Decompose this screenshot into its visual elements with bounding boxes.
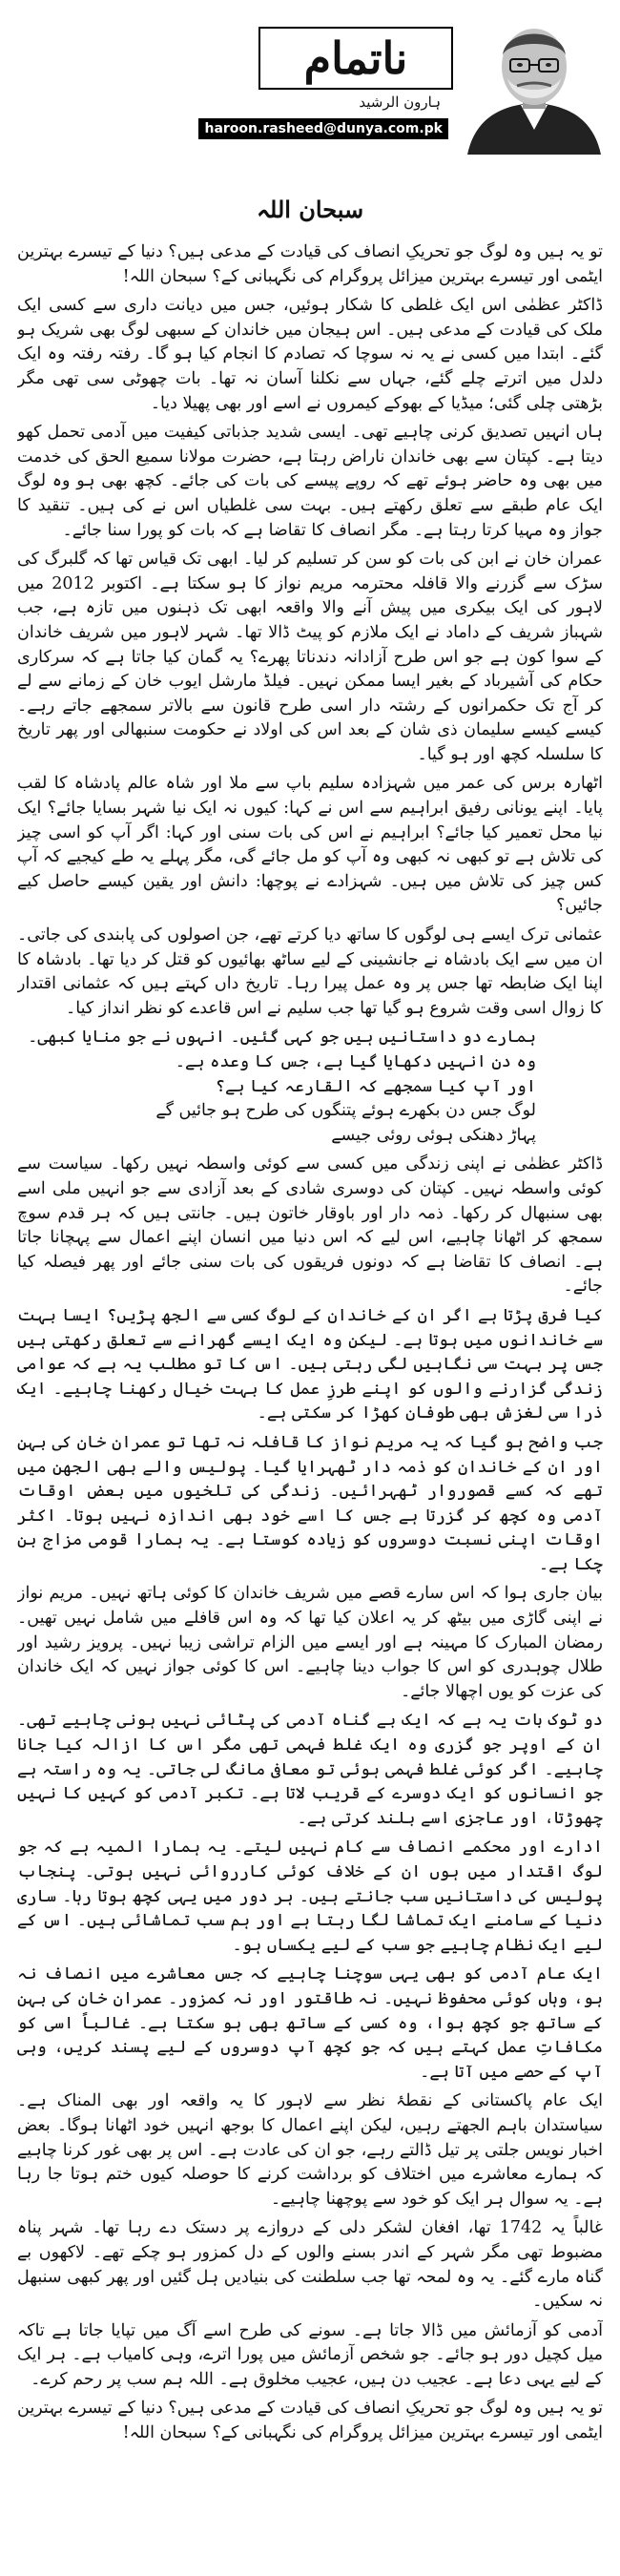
verse-line: لوگ جس دن بکھرے ہوئے پتنگوں کی طرح ہو جائیں گے [155, 1101, 536, 1121]
paragraph: عثمانی ترک ایسے ہی لوگوں کا ساتھ دیا کرتے تھے، جن اصولوں کی پابندی کی جاتی۔ ان میں سے ایک بادشاہ نے جانشینی کے لیے ساٹھ بھائیوں کو قتل کر دیا تھا۔ بادشاہ کا اپنا ایک ضابطہ تھا جس پر وہ عمل پیرا رہا۔ تاریخ داں کہتے ہیں کہ عثمانی اقتدار کا زوال اسی وقت شروع ہو گیا تھا جب سلیم نے اس قاعدے کو نظر انداز کیا۔ [17, 925, 603, 1018]
paragraph: ڈاکٹر عظمٰی نے اپنی زندگی میں کسی سے کوئی واسطہ نہیں رکھا۔ سیاست سے کوئی واسطہ نہیں۔ کپتان کی دوسری شادی کے بعد آزادی سے جو انہیں ملی اسے بھی سنبھال کر رکھا۔ ذمہ دار اور باوقار خاتون ہیں۔ جانتی ہیں کہ ہر قدم سوچ سمجھ کر اٹھانا چاہیے، اس لیے کہ اس دنیا میں انسان اپنے اعمال سے پہچانا جاتا ہے۔ انصاف کا تقاضا ہے کہ دونوں فریقوں کی بات سنی جائے اور پھر فیصلہ کیا جائے۔ [17, 1154, 603, 1297]
paragraph: ادارے اور محکمے انصاف سے کام نہیں لیتے۔ یہ ہمارا المیہ ہے کہ جو لوگ اقتدار میں ہوں ان کے خلاف کوئی کارروائی نہیں ہوتی۔ پنجاب پولیس کی داستانیں سب جانتے ہیں۔ ہر دور میں یہی کچھ ہوتا رہا۔ ساری دنیا کے سامنے ایک تماشا لگا رہتا ہے اور ہم سب تماشائی ہیں۔ اس کے لیے ایک نظام چاہیے جو سب کے لیے یکساں ہو۔ [17, 1838, 603, 1955]
column-masthead [0, 0, 620, 162]
paragraph: تو یہ ہیں وہ لوگ جو تحریکِ انصاف کی قیادت کے مدعی ہیں؟ دنیا کے تیسرے بہترین ایٹمی اور تیسرے بہترین میزائل پروگرام کی نگہبانی کے؟ سبحان اللہ! [17, 242, 603, 286]
paragraph: کیا فرق پڑتا ہے اگر ان کے خاندان کے لوگ کسی سے الجھ پڑیں؟ ایسا بہت سے خاندانوں میں ہوتا ہے۔ لیکن وہ ایک ایسے گھرانے سے تعلق رکھتی ہیں جس پر بہت سی نگاہیں لگی رہتی ہیں۔ اس کا تو مطلب یہ ہے کہ عوامی زندگی گزارنے والوں کو اپنے طرزِ عمل کا بہت خیال رکھنا چاہیے۔ ایک ذرا سی لغزش بھی طوفان کھڑا کر سکتی ہے۔ [17, 1305, 603, 1423]
column-title: ناتمام [258, 27, 453, 90]
article-body [17, 240, 603, 2559]
portrait-illustration [458, 11, 610, 155]
paragraph: تو یہ ہیں وہ لوگ جو تحریکِ انصاف کی قیادت کے مدعی ہیں؟ دنیا کے تیسرے بہترین ایٹمی اور تیسرے بہترین میزائل پروگرام کی نگہبانی کے؟ سبحان اللہ! [17, 2399, 603, 2443]
paragraph: ایک عام پاکستانی کے نقطۂ نظر سے لاہور کا یہ واقعہ اور بھی المناک ہے۔ سیاستدان باہم الجھتے رہیں، لیکن اپنے اعمال کا بوجھ انہیں خود اٹھانا ہوگا۔ بعض اخبار نویس جلتی پر تیل ڈالتے رہے، جو ان کی عادت ہے۔ اس پر بھی غور کرنا چاہیے کہ ہمارے معاشرے میں اختلاف کو برداشت کرنے کا حوصلہ کیوں ختم ہوتا جا رہا ہے۔ یہ سوال ہر ایک کو خود سے پوچھنا چاہیے۔ [17, 2091, 603, 2209]
paragraph: غالباً یہ 1742 تھا، افغان لشکر دلی کے دروازے پر دستک دے رہا تھا۔ شہر پناہ مضبوط تھی مگر شہر کے اندر بسنے والوں کے دل کمزور ہو چکے تھے۔ لاکھوں بے گناہ مارے گئے۔ یہ وہ لمحہ تھا جب سلطنت کی بنیادیں ہل گئیں اور پھر کبھی سنبھل نہ سکیں۔ [17, 2218, 603, 2312]
paragraph: ڈاکٹر عظمٰی اس ایک غلطی کا شکار ہوئیں، جس میں دیانت داری سے کسی ایک ملک کی قیادت کے مدعی ہیں۔ اس ہیجان میں خاندان کے سبھی لوگ بھی شریک ہو گئے۔ ابتدا میں کسی نے یہ نہ سوچا کہ تصادم کا انجام کیا ہو گا۔ رفتہ رفتہ وہ ایک دلدل میں اترتے چلے گئے، جہاں سے نکلنا آسان نہ تھا۔ بات چھوٹی سی تھی مگر بڑھتی چلی گئی؛ میڈیا کے بھوکے کیمروں نے اسے اور بھی پھیلا دیا۔ [17, 296, 603, 413]
paragraph: ہاں انہیں تصدیق کرنی چاہیے تھی۔ ایسی شدید جذباتی کیفیت میں آدمی تحمل کھو دیتا ہے۔ کپتان سے بھی خاندان ناراض رہتا ہے، حضرت مولانا سمیع الحق کی خدمت میں بھی وہ حاضر ہوئے تھے کہ روپے پیسے کی بات کی جائے۔ کچھ بھی ہو وہ لوگ ایک عام طبقے سے تعلق رکھتے ہیں۔ بہت سی غلطیاں اس نے کی ہیں۔ تنقید کا جواز وہ مہیا کرتا رہتا ہے۔ مگر انصاف کا تقاضا ہے کہ بات کو پورا سنا جائے۔ [17, 423, 603, 540]
paragraph: دو ٹوک بات یہ ہے کہ ایک بے گناہ آدمی کی پٹائی نہیں ہونی چاہیے تھی۔ ان کے اوپر جو گزری وہ ایک غلط فہمی تھی مگر اس کا ازالہ کیا جانا چاہیے۔ اگر کوئی غلط فہمی ہوئی تو معافی مانگ لی جاتی۔ یہ وہ راستہ ہے جو انسانوں کو ایک دوسرے کے قریب لاتا ہے۔ تکبر آدمی کو کہیں کا نہیں چھوڑتا، اور عاجزی اسے بلند کرتی ہے۔ [17, 1711, 603, 1828]
paragraph: جب واضح ہو گیا کہ یہ مریم نواز کا قافلہ نہ تھا تو عمران خان کی بہن اور ان کے خاندان کو ذمہ دار ٹھہرایا گیا۔ پولیس والے بھی الجھن میں تھے کہ کسے قصوروار ٹھہرائیں۔ زندگی کی تلخیوں میں بعض اوقات آدمی وہ کچھ کر گزرتا ہے جس کا اسے خود بھی اندازہ نہیں ہوتا۔ اکثر اوقات اپنی نسبت دوسروں کو زیادہ کوستا ہے۔ یہ ہمارا قومی مزاج بن چکا ہے۔ [17, 1432, 603, 1574]
paragraph: ایک عام آدمی کو بھی یہی سوچنا چاہیے کہ جس معاشرے میں انصاف نہ ہو، وہاں کوئی محفوظ نہیں۔ نہ طاقتور اور نہ کمزور۔ عمران خان کی بہن کے ساتھ جو کچھ ہوا، وہ کسی کے ساتھ بھی ہو سکتا ہے۔ غالباً اسی کو مکافاتِ عمل کہتے ہیں کہ جو کچھ آپ دوسروں کے لیے پسند کریں، وہی آپ کے حصے میں آتا ہے۔ [17, 1964, 603, 2082]
article-headline: سبحان اللہ [256, 196, 364, 223]
verse-line: اور آپ کیا سمجھے کہ القارعہ کیا ہے؟ [215, 1076, 536, 1096]
paragraph: عمران خان نے ابن کی بات کو سن کر تسلیم کر لیا۔ ابھی تک قیاس تھا کہ گلبرگ کی سڑک سے گزرنے والا قافلہ محترمہ مریم نواز کا ہو سکتا ہے۔ اکتوبر 2012 میں لاہور کی ایک بیکری میں پیش آنے والا واقعہ ابھی تک ذہنوں میں تازہ ہے، جب شہباز شریف کے داماد نے ایک ملازم کو پیٹ ڈالا تھا۔ شہر لاہور میں شریف خاندان کے سوا کون ہے جو اس طرح آزادانہ دندناتا پھرے؟ یہ گمان کیا جاتا ہے کہ سرکاری حکام کی آشیرباد کے بغیر ایسا ممکن نہیں۔ فیلڈ مارشل ایوب خان کے زمانے سے لے کر آج تک حکمرانوں کے رشتہ دار اسی طرح قانون سے بالاتر سمجھے جاتے رہے۔ کیسے کیسے سلیمان ذی شان کے بعد اس کی اولاد نے حکومت سنبھالی اور پھر تاریخ کا سلسلہ کچھ اور ہو گیا۔ [17, 550, 603, 764]
paragraph: اٹھارہ برس کی عمر میں شہزادہ سلیم باپ سے ملا اور شاہ عالم پادشاہ کا لقب پایا۔ اپنے یونانی رفیق ابراہیم سے اس نے کہا: کیوں نہ ایک نیا شہر بسایا جائے؟ ایک نیا محل تعمیر کیا جائے؟ ابراہیم نے اس کی بات سنی اور کہا: اگر آپ کو اسی چیز کی تلاش ہے تو کبھی نہ کبھی وہ آپ کو مل جائے گی، مگر پہلے یہ طے کیجیے کہ آپ کس چیز کی تلاش میں ہیں۔ شہزادے نے پوچھا: دانش اور یقین کیسے حاصل کیے جائیں؟ [17, 774, 603, 916]
verse-line: پہاڑ دھنکی ہوئی روئی جیسے [331, 1125, 536, 1145]
verse-line: ہمارے دو داستانیں ہیں جو کہی گئیں۔ انہوں نے جو منایا کبھی۔ وہ دن انہیں دکھایا گیا ہے، جس کا وعدہ ہے۔ [28, 1028, 536, 1071]
paragraph: بیان جاری ہوا کہ اس سارے قصے میں شریف خاندان کا کوئی ہاتھ نہیں۔ مریم نواز نے اپنی گاڑی میں بیٹھ کر یہ اعلان کیا تھا کہ وہ اس قافلے میں شامل نہیں تھیں۔ رمضان المبارک کا مہینہ ہے اور ایسے میں الزام تراشی زیبا نہیں۔ پرویز رشید اور طلال چوہدری کو اس کا جواب دینا چاہیے۔ اس کا کوئی جواز نہیں کہ ایک خاندان کی عزت کو یوں اچھالا جائے۔ [17, 1584, 603, 1701]
author-portrait [458, 11, 610, 155]
author-email[interactable]: haroon.rasheed@dunya.com.pk [198, 118, 448, 139]
paragraph: آدمی کو آزمائش میں ڈالا جاتا ہے۔ سونے کی طرح اسے آگ میں تپایا جاتا ہے تاکہ میل کچیل دور ہو جائے۔ جو شخص آزمائش میں پورا اترے، وہی کامیاب ہے۔ ہر ایک کے لیے یہی دعا ہے۔ عجیب دن ہیں، عجیب مخلوق ہے۔ اللہ ہم سب پر رحم کرے۔ [17, 2320, 603, 2389]
author-name: ہارون الرشید [359, 93, 441, 111]
